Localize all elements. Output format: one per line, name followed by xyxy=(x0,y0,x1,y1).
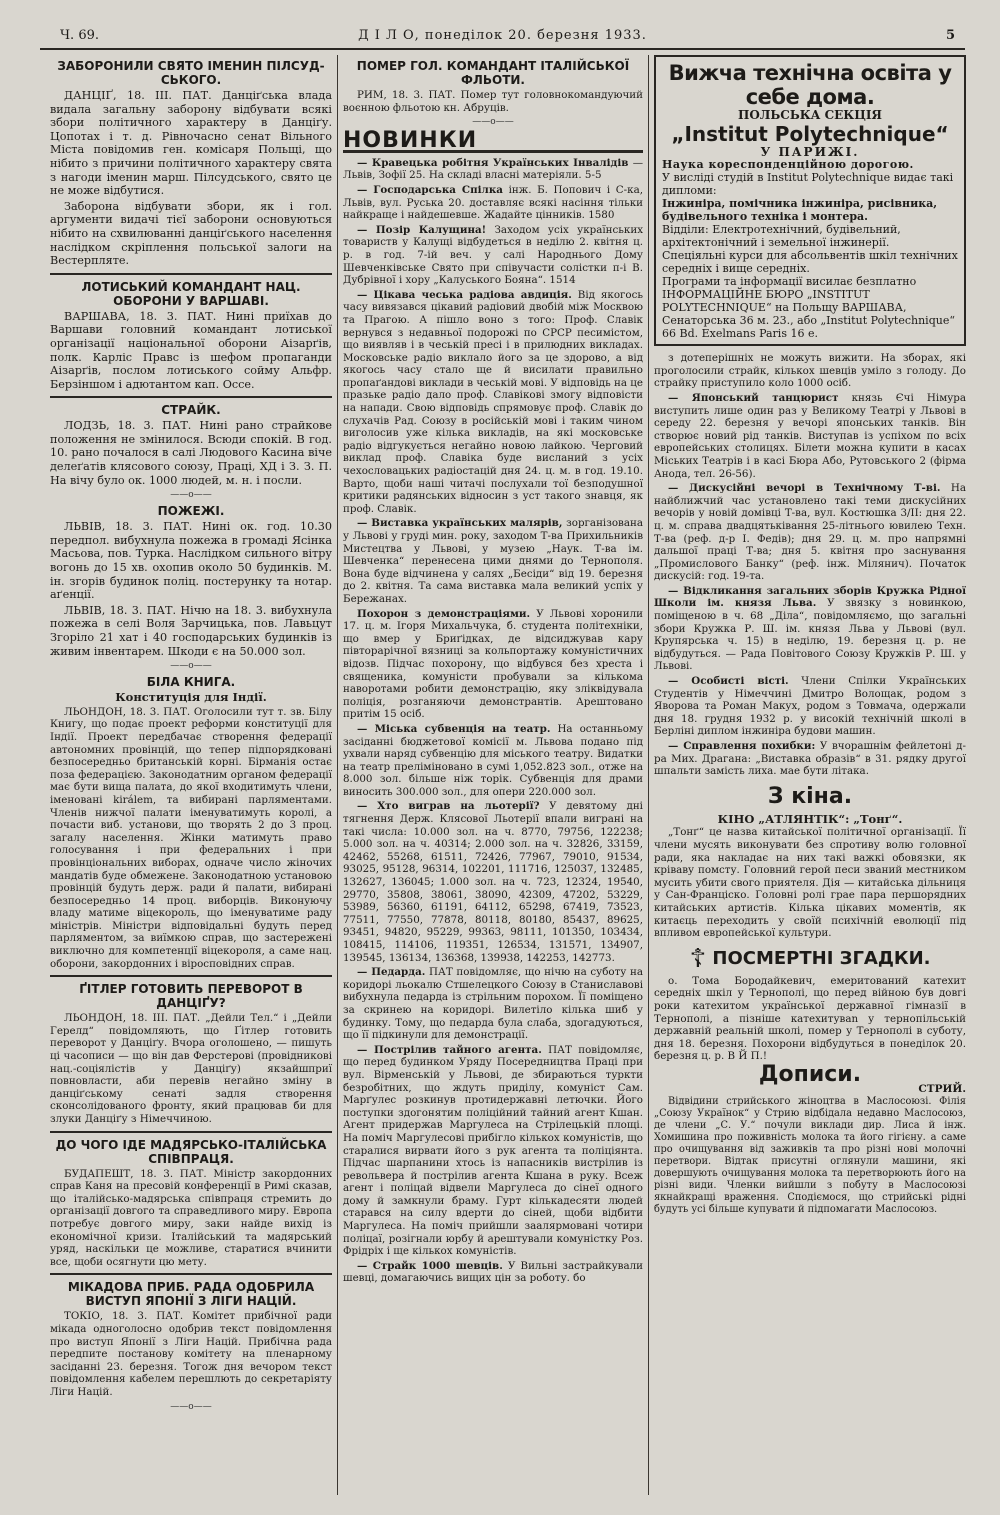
headline: ПОМЕР ГОЛ. КОМАНДАНТ ІТАЛІЙСЬКОЇ ФЛЬОТИ. xyxy=(356,59,630,87)
column-rule xyxy=(648,55,649,1495)
section-heading-obituaries: ☦ ПОСМЕРТНІ ЗГАДКИ. xyxy=(689,943,931,974)
headline: БІЛА КНИГА. xyxy=(146,675,236,690)
paragraph: ВАРШАВА, 18. 3. ПАТ. Нині приїхав до Варшави головний командант лотиської організації національної оборони Аізарґів, полк. Карліс Правс із шефом пропаганди Аізарґів, послом лотиського сойму Альфр. Берзіншом і адютантом кап. Оссе. xyxy=(50,309,332,391)
dateline-place: СТРИЙ. xyxy=(918,1083,966,1096)
news-item: — Справлення похибки: У вчорашнім фейлетоні д-ра Мих. Драгана: „Виставка образів“ в 31. рядку другої шпальти замість лиха. мае бути літака. xyxy=(654,740,966,778)
paragraph: „Тонґ“ це назва китайської політичної організації. Її члени мусять виконувати без спротиву волю головної ради, яка накладає на них такі важкі обовязки, як кріваву помсту. Головний герой песи званий местником мусить убити свого приятеля. Дія — китайська дільниця у Сан-Франціско. Головні ролі грае пара першорядних китайських артистів. Кілька цікавих моментів, як китаєць переходить у своїй психічній еволюції під впливом европейської культури. xyxy=(654,826,966,940)
paragraph: ТОКІО, 18. 3. ПАТ. Комітет прибічної ради мікада одноголосно одобрив текст повідомлення про виступ Японії з Ліги Націй. Прибічна рада передпите постанову комітету на пленарному засіданні 23. березня. Тогож дня вечором текст повідомлення кабелем перешлють до секретаріяту Ліги Націй. xyxy=(50,1310,332,1398)
ad-section: ПОЛЬСЬКА СЕКЦІЯ xyxy=(737,108,883,122)
paragraph: ЛОДЗЬ, 18. 3. ПАТ. Нині рано страйкове положення не змінилося. Всюди спокій. В год. 10. рано почалося в салі Людового Касина віче делеґатів клясового союзу, Праці, ХД і З. З. П. На вічу було ок. 1000 людей, м. н. і посли. xyxy=(50,419,332,487)
ad-title: Вижча технічна освіта у себе дома. xyxy=(668,61,952,109)
orthodox-cross-icon: ☦ xyxy=(689,943,707,974)
divider xyxy=(50,1273,332,1275)
news-item: — Господарська Спілка інж. Б. Попович і С-ка, Львів, вул. Руська 20. доставляє всякі насіння тільки найкраще і найдешевше. Жадайте цінників. 1580 xyxy=(343,183,643,222)
paragraph: ДАНЦІҐ, 18. III. ПАТ. Данціґська влада видала загальну заборону відбувати всякі збори політичного характеру в Данціґу. Цопотах і т. д. Рівночасно сенат Вільного Міста повідомив ген. комісаря Польщі, що нібито з причини політичного характеру свята з нагоди іменин марш. Пілсудського, свято це не може відбутися. xyxy=(50,89,332,198)
headline: ЗАБОРОНИЛИ СВЯТО ІМЕНИН ПІЛСУД-СЬКОГО. xyxy=(57,59,325,87)
news-item: — Міська субвенція на театр. На останньому засіданні бюджетової комісії м. Львова подано під ухвали наряд субвенцію для міського театру. Видатки на театр преліміновано в сумі 1,052.823 зол., отже на 8.000 зол. більше ніж торік. Субвенція для драми виносить 300.000 зол., для опери 220.000 зол. xyxy=(343,722,644,798)
paragraph: о. Тома Бородайкевич, емеритований катехит середніх шкіл у Тернополі, що перед війною був довгі роки катехитом української державної гімназії в Тернополі, а пізніше катехитуваn у тернопільській державній реальній школі, помер у Тернополі в суботу, дня 18. березня. Похорони відбудуться в понеділок 20. березня ц. р. В Й П.! xyxy=(654,974,966,1063)
column-3 xyxy=(654,55,966,1218)
news-item: — Виставка українських малярів, зорганізована у Львові у груді мин. року, заходом Т-ва Прихильників Мистецтва у Львові, у музею „Наук. Т-ва ім. Шевченка“ перенесена цими днями до Тернополя. Вона буде відчинена у салях „Бесіди“ від 19. березня до 2. квітня. Та сама виставка мала великий успіх у Бережанах. xyxy=(343,517,643,605)
news-item: — Позір Калущина! Заходом усіх українських товариств у Калущі відбудеться в неділю 2. квітня ц. р. в год. 7-ій веч. у салі Народнього Дому Шевченківське Свято при співучасти солістки п-і В. Дубрівної і хору „Калуського Бояна“. 1514 xyxy=(343,223,644,287)
news-item: — Відкликання загальних зборів Кружка Рідної Школи ім. князя Льва. У звязку з новинкою, поміщеною в ч. 68 „Діла“, повідомляємо, що загальні збори Кружка Р. Ш. ім. князя Льва у Львові (вул. Крупярська ч. 15) в неділю, 19. березня ц. р. не відбудуться. — Рада Повітового Союзу Кружків Р. Ш. у Львові. xyxy=(654,584,966,673)
ornament-divider: ——o—— xyxy=(170,1401,212,1412)
divider xyxy=(50,396,332,398)
paragraph: Заборона відбувати збори, як і гол. аргументи видачі тієї заборони основуються нібито на схвилюванні данціґського населення наслідком скріплення польської залоги на Вестерпляте. xyxy=(50,199,332,268)
ornament-divider: ——o—— xyxy=(170,661,212,672)
news-item: — Хто виграв на льотерії? У девятому дні тягнення Держ. Клясової Льотерії впали виграні на такі числа: 10.000 зол. на ч. 8770, 79756, 122238; 5.000 зол. на ч. 40314; 2.000 зол. на ч. 32826, 33159, 42462, 55268, 61511, 72426, 77967, 79010, 91534, 93025, 95128, 96314, 102201, 111716, 125037, 132485, 132627, 136045; 1.000 зол. на ч. 723, 12324, 19540, 29770, 35808, 38061, 38090, 42309, 47202, 53229, 53989, 56360, 61191, 64112, 65298, 67419, 73523, 77511, 77550, 77878, 80118, 80180, 85437, 89625, 93451, 94820, 95229, 99363, 98111, 101350, 103434, 108415, 114106, 119351, 126534, 131571, 134907, 139545, 136134, 136368, 139938, 142253, 142773. xyxy=(343,800,643,964)
ornament-divider: ——o—— xyxy=(472,117,514,128)
ornament-divider: ——o—— xyxy=(170,490,212,501)
divider xyxy=(50,273,332,275)
paragraph: БУДАПЕШТ, 18. 3. ПАТ. Міністр закордонних справ Каня на пресовій конференції в Римі сказав, що італійсько-мадярська співпраця стремить до організації довгого та справедливого миру. Европа потребує довгого миру, заки найде вихід із економічної кризи. Італійський та мадярський уряд, наскільки це можливе, старатися вчинити все, щоби осягнути цю мету. xyxy=(50,1167,332,1268)
paragraph: ЛЬВІВ, 18. 3. ПАТ. Нічю на 18. 3. вибухнула пожежа в селі Воля Зарчицька, пов. Лавьцут Згоріло 21 хат і 40 господарських будинків із живим інвентарем. Шкоди є на 50.000 зол. xyxy=(50,603,332,658)
headline: ДО ЧОГО ІДЕ МАДЯРСЬКО-ІТАЛІЙСЬКА СПІВПРАЦЯ. xyxy=(55,1137,327,1166)
section-heading-dopysy: Дописи. xyxy=(758,1061,862,1087)
news-item: — Японський танцюрист князь Єчі Німура виступить лише один раз у Великому Театрі у Львові в середу 22. березня у вечорі японських танків. Він створює новий рід танків. Виступав із успіхом по всіх европейських столицях. Білети можна купити в касах Міських Театрів і в касі Бюра Або, Рутовського 2 (фірма Анода, тел. 26-56). xyxy=(654,391,966,480)
section-heading-kino: З кіна. xyxy=(767,783,853,809)
news-item: — Педарда. ПАТ повідомляє, що нічю на суботу на коридорі льокалю Стшелецкого Союзу в Станиславові вибухнула педарда із стрільним порохом. Її поміщено за скринею на коридорі. Вилетіло кілька шиб у будинку. Тому, що педарда була слаба, здогадуються, що її підкинули для демонстрації. xyxy=(343,966,644,1042)
subheadline: Конституція для Індії. xyxy=(115,690,267,705)
news-item: — Дискусійні вечорі в Технічному Т-ві. На найближчий час установлено такі теми дискусійних вечорів у новій домівці Т-ва, вул. Костюшка 3/ІІ: дня 22. ц. м. справа двадцятьківання 25-літнього ювилею Техн. Т-ва (реф. д-р І. Федів); дня 29. ц. м. про напрямні дальшої праці Т-ва; дня 5. квітня про заснування „Промислового Банку“ (реф. інж. Мілянич). Початок дискусій: год. 19-та. xyxy=(654,482,966,583)
page-number: 5 xyxy=(945,28,955,43)
headline: МІКАДОВА ПРИБ. РАДА ОДОБРИЛА ВИСТУП ЯПОНІЇ З ЛІГИ НАЦІЙ. xyxy=(67,1280,315,1309)
divider xyxy=(50,975,332,977)
column-1 xyxy=(50,55,332,1415)
news-item: — Цікава чеська радіова авдиція. Від якогось часу вивязався цікавий радіовий двобій між Москвою та Прагою. А пішло воно з того: Проф. Славік вернувся з недавньої подорожі по СРСР песимістом, що виявляв і в чеській пресі і в прилюдних викладах. Московське радіо виклало його за це здорово, а від якогось часу стало ще й висилати правильно пропаґандові виклади в чеській мові. У відповідь на це празьке радіо дало проф. Славікові змогу відповісти на напади. Свою відповідь спрямовує проф. Славік до слухачів Рад. Союзу в російській мові і таким чином виголосив уже кілька викладів, на які московське радіо відгукується негайно новою лайкою. Черговий виклад проф. Славіка буде висланий з усіх чехословацьких радіостацій дня 24. ц. м. в год. 19.10. Варто, щоби наші читачі послухали тої безподушної критики радянських відносин з уст такого знавця, як проф. Славік. xyxy=(343,288,643,515)
news-item: — Страйк 1000 шевців. У Вильні застрайкували шевці, домагаючись вищих цін за роботу. бо xyxy=(343,1259,643,1285)
headline: ҐІТЛЕР ГОТОВИТЬ ПЕРЕВОРОТ В ДАНЦІҐУ? xyxy=(79,982,303,1011)
paragraph: ЛЬОНДОН, 18. III. ПАТ. „Дейли Тел.“ і „Дейли Герелд“ повідомляють, що Ґітлер готовить переворот у Данціґу. Вчора оголошено, — пишуть ці часописи — що він дав Ферстерові (провідникові нац.-соціялістів у Данціґу) якзайшприї повновласти, аби перевів негайно зміну в данціґському сенаті задля створення сконсолідованого фронту, який працював би для злуки Данціґу з Німеччиною. xyxy=(50,1012,332,1125)
paragraph: РИМ, 18. 3. ПАТ. Помер тут головнокомандуючий воєнною фльотою кн. Абруців. xyxy=(343,89,643,114)
masthead xyxy=(40,26,965,50)
news-item: — Особисті вісті. Члени Спілки Українських Студентів у Німеччині Дмитро Волощак, родом з Яворова та Роман Макух, родом з Товмача, одержали дня 18. грудня 1932 р. у високій технічній школі в Берліні диплом інжиніра будови машин. xyxy=(654,675,966,738)
paragraph: з дотеперішніх не можуть вижити. На зборах, які проголосили страйк, кількох шевців уміло з голоду. До страйку приступило коло 1000 осіб. xyxy=(654,352,966,390)
news-item: Похорон з демонстраціями. У Львові хоронили 17. ц. м. Ігоря Михальчука, б. студента політехніки, що вмер у Бриґідках, де відсиджував кару півторарічної вязниці за кольпортажу комуністичних відозв. Підчас похорону, що відбувся без хреста і священика, комуністи пробували за кількома наворотами робити демонстрацію, яку зліквідувала поліція, розганяючи демонстрантів. Арештовано притім 15 осіб. xyxy=(343,607,643,721)
paragraph: ЛЬВІВ, 18. 3. ПАТ. Нині ок. год. 10.30 передпол. вибухнула пожежа в громаді Ясінка Масьова, пов. Турка. Наслідком сильного вітру вогонь до 15 хв. охопив около 50 будинків. М. ін. згорів будинок поліц. постерунку та нотар. аґенції. xyxy=(50,520,332,602)
news-item: — Кравецька робітня Українських Інвалідів — Львів, Зофії 25. На складі власні матеріяли. 5-5 xyxy=(343,156,643,182)
news-item: — Пострілив тайного агента. ПАТ повідомляє, що перед будинком Уряду Посередництва Праці при вул. Вірменській у Львові, де збираються туркти безробітних, що ждуть приділу, комуніст Сам. Марґулес розкинув протидержавні летючки. Його поступки здогонятим поліційний тайний агент Кшан. Агент придержав Маргулеса на Стрілецькій площі. На поміч Маргулесові прибігло кількох комуністів, що старалися вирвати його з рук агента та поліціянта. Підчас шарпанини хтось із напасників вистрілив із револьвера й пострілив агента Кшана в руку. Всеж агент і поліцай відвели Маргулеса до сінeї одного дому й замкнули браму. Гурт кількадесяти людей старався на силу вдерти до сіней, щоби відбити Маргулеса. На поміч прийшли заалярмовані чотири поліцаї, розігнали юрбу й арештували комуністку Роз. Фрідріх і ще кількох комуністів. xyxy=(343,1043,643,1258)
column-rule xyxy=(337,55,338,1495)
paragraph: Відвідини стрийського жіноцтва в Маслосоюзі. Філія „Союзу Українок“ у Стрию відбідала недавно Маслосоюз, де члени „С. У.“ почули виклади дир. Лиса й інж. Хомишина про поживність молока та його гігієну. а саме про очищування від заживків та про різні нові молочні перетвори. Відтак присутні оглянули машини, які довершують очищування молока та перетворюють його на різні види. Членки вийшли з побуту в Маслосоюзі якнайкращі враження. Сподіємося, що стрийські рідні будуть усі більше купувати й підпомагати Маслосоюз. xyxy=(654,1096,966,1216)
issue-number: Ч. 69. xyxy=(60,28,99,43)
ad-institute: „Institut Polytechnique“ xyxy=(671,121,949,146)
paragraph: ЛЬОНДОН, 18. 3. ПАТ. Оголосили тут т. зв. Білу Книгу, що подає проект реформи конституції для Індії. Проект передбачає створення федерації автономних провінцій, що тепер підпорядковані безпосередньо британській корні. Бірманія остає поза федерацією. Законодатним органом федерації має бути вища палата, до якої входитимуть члени, іменовані királem, та вибирані парляментами. Членів нижчої палати іменуватимуть королі, а почасти виб. установи, що творять 2 до 3 проц. загалу населення. Жінки матимуть право голосування і при федеральних і при провінціональних виборах, одначе число жіночих мандатів буде обмежене. Законодатною установою провінцій будуть держ. ради й палати, вибирані безпосередньо 14 проц. виборців. Виконуючу владу матиме віцекороль, що іменуватиме раду міністрів. Міністри відповідальні будуть перед парляментом, за виїмкою справ, що застережені виключно для компетенції віцекороля, а саме нац. оборони, закордонних і віросповідних справ. xyxy=(50,705,332,970)
advertisement: Вижча технічна освіта у себе дома. ПОЛЬСЬКА СЕКЦІЯ „Institut Polytechnique“ У ПАРИЖІ. Наука кореспонденційною дорогою. У висліді студій в Institut Polytechnique видає такі дипломи: Інжиніра, помічника інжиніра, рисівника, будівельного техніка і монтера. Відділи: Електротехнічний, будівельний, архітектонічний і земельної інжинерії. Спеціяльні курси для абсольвентів шкіл технічних середніх і вище середніх. Програми та інформації висилає безплатно ІНФОРМАЦІЙНЕ БЮРО „INSTITUT POLYTECHNIQUE“ на Польщу ВАРШАВА, Сенаторська 36 м. 23., або „Institut Polytechnique“ 66 Bd. Exelmans Paris 16 e. xyxy=(654,55,966,346)
headline: СТРАЙК. xyxy=(161,403,221,418)
ad-city: У ПАРИЖІ. xyxy=(760,144,860,159)
section-heading-novynky: НОВИНКИ xyxy=(343,133,643,153)
subheadline: КІНО „АТЛЯНТІК“: „Тонґ“. xyxy=(717,811,903,826)
masthead-title: Д І Л О, понеділок 20. березня 1933. xyxy=(358,28,647,43)
column-2 xyxy=(343,55,643,1287)
headline: ЛОТИСЬКИЙ КОМАНДАНТ НАЦ. ОБОРОНИ У ВАРШАВІ. xyxy=(81,279,301,308)
headline: ПОЖЕЖІ. xyxy=(157,504,225,519)
divider xyxy=(50,1131,332,1133)
